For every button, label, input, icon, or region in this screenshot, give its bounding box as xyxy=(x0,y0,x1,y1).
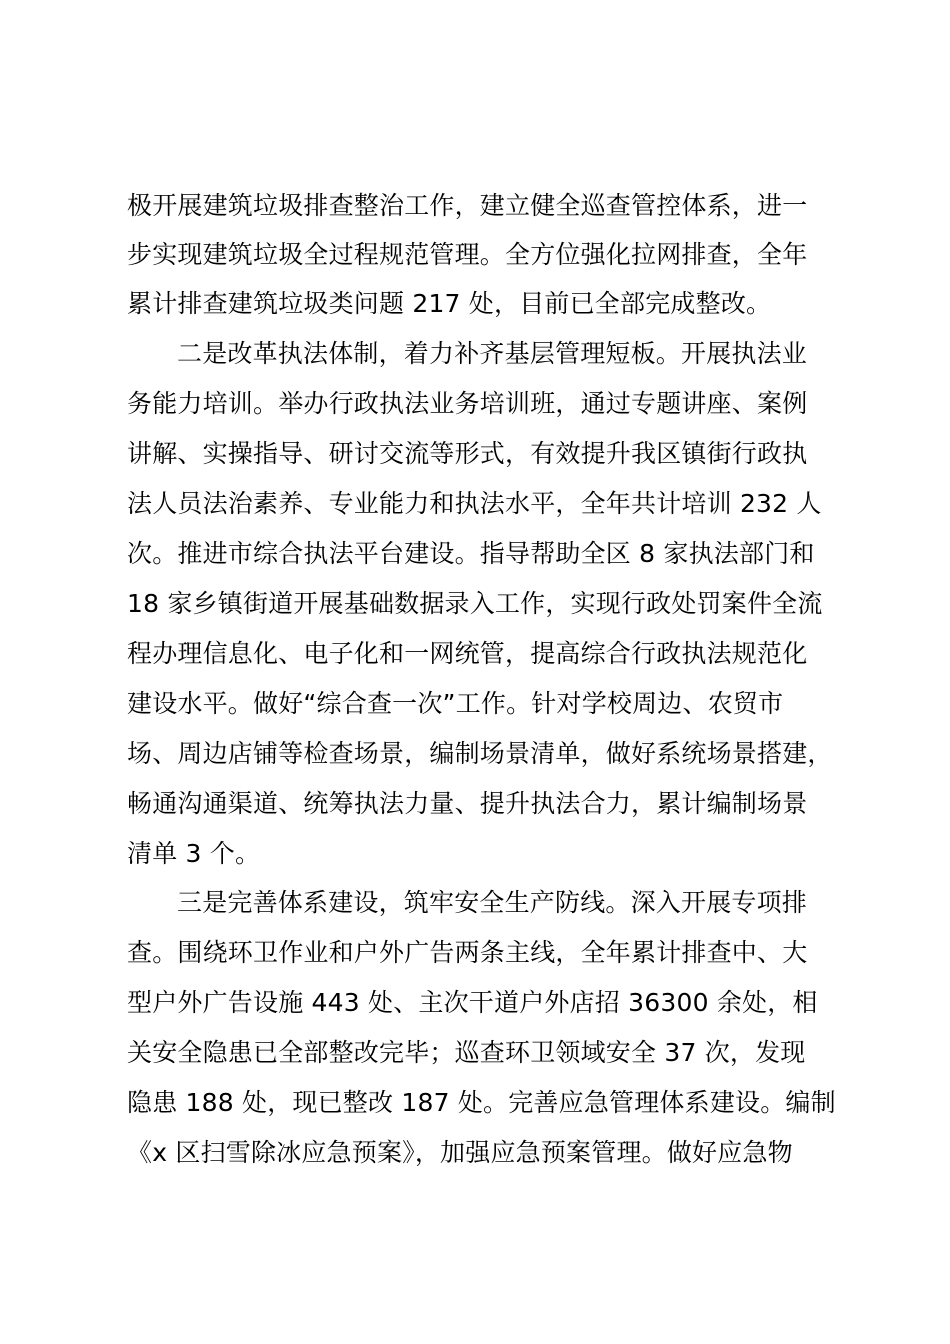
paragraph-line: 极开展建筑垃圾排查整治工作，建立健全巡查管控体系，进一 xyxy=(127,191,808,220)
paragraph-line: 累计排查建筑垃圾类问题 217 处，目前已全部完成整改。 xyxy=(127,289,772,318)
paragraph-line: 三是完善体系建设，筑牢安全生产防线。深入开展专项排 xyxy=(177,888,808,917)
paragraph-line: 法人员法治素养、专业能力和执法水平，全年共计培训 232 人 xyxy=(127,489,822,518)
paragraph-line: 二是改革执法体制，着力补齐基层管理短板。开展执法业 xyxy=(177,339,808,368)
paragraph-line: 18 家乡镇街道开展基础数据录入工作，实现行政处罚案件全流 xyxy=(127,589,823,618)
paragraph-line: 程办理信息化、电子化和一网统管，提高综合行政执法规范化 xyxy=(127,639,808,668)
paragraph-line: 次。推进市综合执法平台建设。指导帮助全区 8 家执法部门和 xyxy=(127,539,815,568)
paragraph-line: 畅通沟通渠道、统筹执法力量、提升执法合力，累计编制场景 xyxy=(127,789,808,818)
paragraph-line: 场、周边店铺等检查场景，编制场景清单，做好系统场景搭建， xyxy=(127,739,833,768)
paragraph-line: 关安全隐患已全部整改完毕；巡查环卫领域安全 37 次，发现 xyxy=(127,1038,806,1067)
paragraph-line: 型户外广告设施 443 处、主次干道户外店招 36300 余处，相 xyxy=(127,988,818,1017)
paragraph-line: 查。围绕环卫作业和户外广告两条主线，全年累计排查中、大 xyxy=(127,938,808,967)
paragraph-line: 隐患 188 处，现已整改 187 处。完善应急管理体系建设。编制 xyxy=(127,1088,836,1117)
paragraph-line: 务能力培训。举办行政执法业务培训班，通过专题讲座、案例 xyxy=(127,389,808,418)
paragraph-line: 《x 区扫雪除冰应急预案》，加强应急预案管理。做好应急物 xyxy=(127,1138,793,1167)
paragraph-line: 清单 3 个。 xyxy=(127,839,261,868)
paragraph-line: 步实现建筑垃圾全过程规范管理。全方位强化拉网排查，全年 xyxy=(127,240,808,269)
paragraph-line: 建设水平。做好“综合查一次”工作。针对学校周边、农贸市 xyxy=(127,689,784,718)
paragraph-line: 讲解、实操指导、研讨交流等形式，有效提升我区镇街行政执 xyxy=(127,439,808,468)
